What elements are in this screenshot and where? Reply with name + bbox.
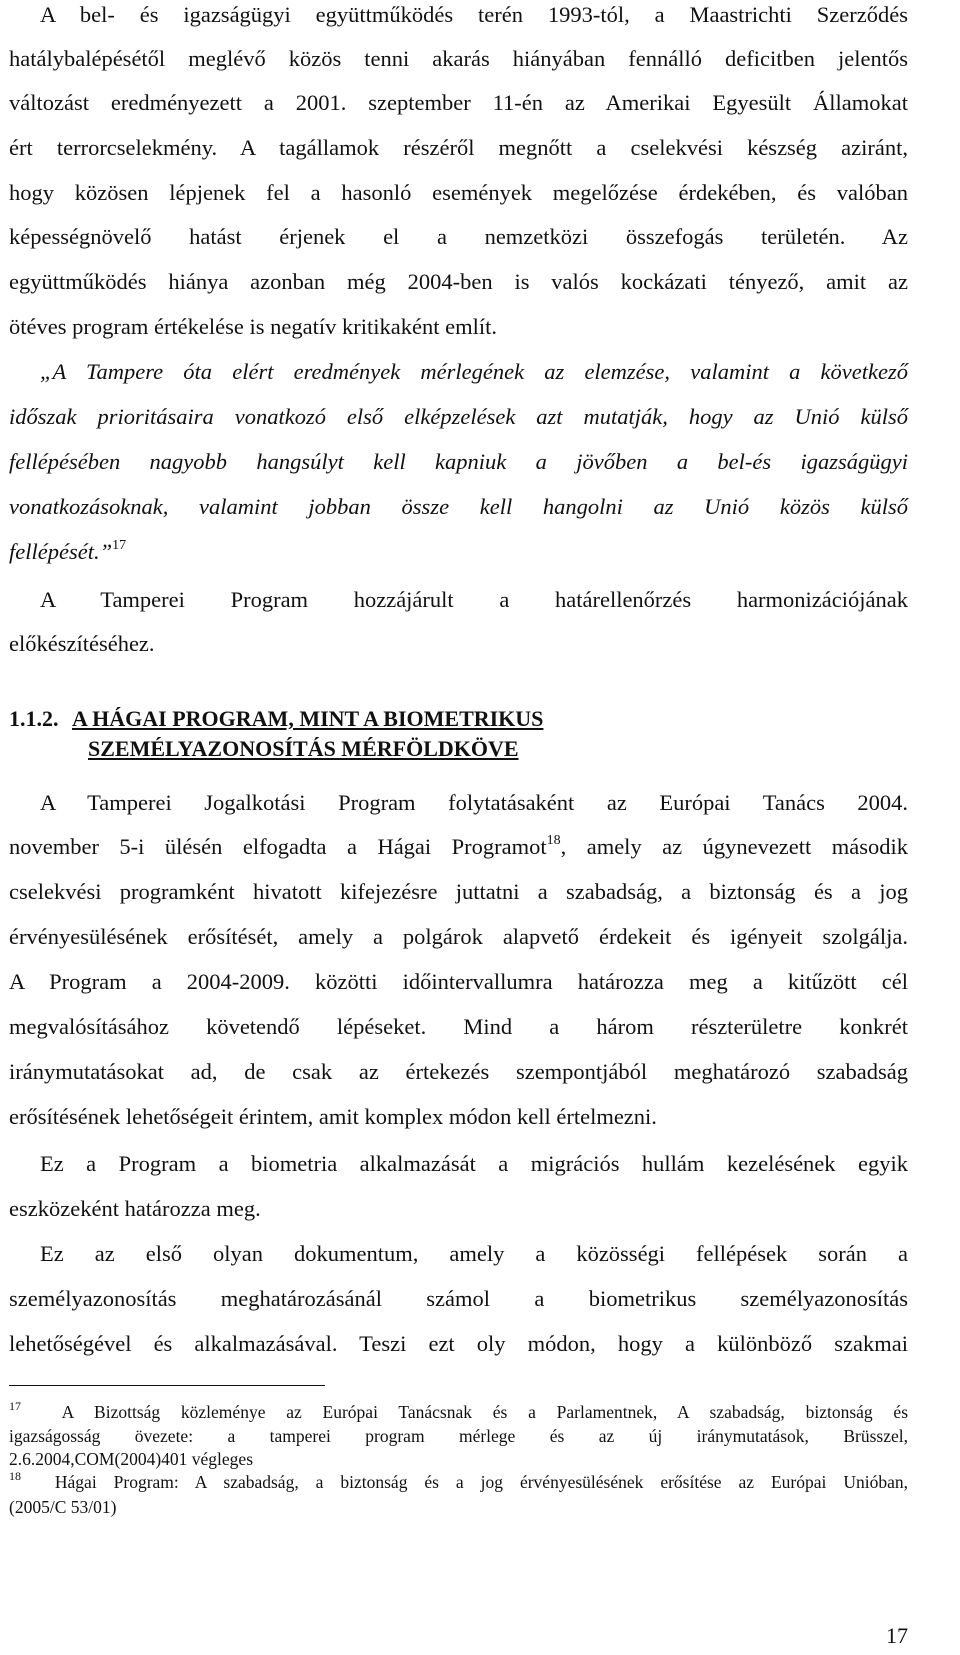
text-line-with-ref: november 5-i ülésén elfogadta a Hágai Programot$^{18}$, amely az úgynevezett második — [9, 833, 908, 859]
text-line: hogy közösen lépjenek fel a hasonló események megelőzése érdekében, és valóban — [9, 180, 908, 205]
quote-line: időszak prioritásaira vonatkozó első elképzelések azt mutatják, hogy az Unió külső — [9, 404, 908, 429]
text-line: megvalósításához követendő lépéseket. Mind a három részterületre konkrét — [9, 1014, 908, 1039]
footnote-number: 17 — [9, 1399, 21, 1413]
heading-title-line-1: A HÁGAI PROGRAM, MINT A BIOMETRIKUS — [72, 706, 544, 731]
heading-title-line-2: SZEMÉLYAZONOSÍTÁS MÉRFÖLDKÖVE — [88, 736, 519, 761]
text-line: képességnövelő hatást érjenek el a nemzetközi összefogás területén. Az — [9, 224, 908, 249]
footnote-separator — [9, 1385, 325, 1386]
footnote-line: igazságosság övezete: a tamperei program mérlege és az új iránymutatások, Brüsszel, — [9, 1426, 908, 1446]
text-line: eszközeként határozza meg. — [9, 1196, 261, 1221]
text-line: erősítésének lehetőségeit érintem, amit komplex módon kell értelmezni. — [9, 1104, 657, 1129]
text-line: A Tamperei Program hozzájárult a határellenőrzés harmonizációjának — [40, 587, 908, 612]
text-line: érvényesülésének erősítését, amely a polgárok alapvető érdekeit és igényeit szolgálja. — [9, 924, 908, 949]
footnote-ref-17[interactable]: 17 — [112, 538, 127, 553]
footnote-line: $^{18}$ Hágai Program: A szabadság, a biztonság és a jog érvényesülésének erősítése az Európai Unióban, — [9, 1469, 908, 1492]
quote-line: vonatkozásoknak, valamint jobban össze kell hangolni az Unió közös külső — [9, 494, 908, 519]
quote-line: „A Tampere óta elért eredmények mérlegének az elemzése, valamint a következő — [40, 359, 908, 384]
page-number: 17 — [886, 1623, 908, 1648]
text-line: együttműködés hiánya azonban még 2004-ben is valós kockázati tényező, amit az — [9, 269, 908, 294]
footnote-ref-18[interactable]: 18 — [546, 833, 561, 848]
text-line: előkészítéséhez. — [9, 631, 155, 656]
text-line: Ez a Program a biometria alkalmazását a migrációs hullám kezelésének egyik — [40, 1151, 908, 1176]
text-line: lehetőségével és alkalmazásával. Teszi ezt oly módon, hogy a különböző szakmai — [9, 1331, 908, 1356]
text-line: A Program a 2004-2009. közötti időintervallumra határozza meg a kitűzött cél — [9, 969, 908, 994]
text-line: változást eredményezett a 2001. szeptember 11-én az Amerikai Egyesült Államokat — [9, 90, 908, 115]
text-line: cselekvési programként hivatott kifejezésre juttatni a szabadság, a biztonság és a jog — [9, 879, 908, 904]
footnote-line: 2.6.2004,COM(2004)401 végleges — [9, 1449, 254, 1469]
quote-line: fellépésében nagyobb hangsúlyt kell kapniuk a jövőben a bel-és igazságügyi — [9, 449, 908, 474]
text-line: ért terrorcselekmény. A tagállamok részéről megnőtt a cselekvési készség aziránt, — [9, 135, 908, 160]
footnote-line: $^{17}$ A Bizottság közleménye az Európai Tanácsnak és a Parlamentnek, A szabadság, biztonság és — [9, 1399, 908, 1422]
text-line: A bel- és igazságügyi együttműködés terén 1993-tól, a Maastrichti Szerződés — [40, 2, 908, 27]
quote-last-line — [9, 538, 127, 564]
text-line: személyazonosítás meghatározásánál számol a biometrikus személyazonosítás — [9, 1286, 908, 1311]
footnote-line: (2005/C 53/01) — [9, 1497, 117, 1517]
heading-number: 1.1.2. — [9, 706, 59, 731]
footnote-number: 18 — [9, 1469, 21, 1483]
quote-line: fellépését.” — [9, 539, 113, 564]
text-line: ötéves program értékelése is negatív kritikaként említ. — [9, 314, 497, 339]
text-line: iránymutatásokat ad, de csak az értekezés szempontjából meghatározó szabadság — [9, 1059, 908, 1084]
text-line: hatálybalépésétől meglévő közös tenni akarás hiányában fennálló deficitben jelentős — [9, 46, 908, 71]
text-line: Ez az első olyan dokumentum, amely a közösségi fellépések során a — [40, 1241, 908, 1266]
text-line: A Tamperei Jogalkotási Program folytatásaként az Európai Tanács 2004. — [40, 790, 908, 815]
